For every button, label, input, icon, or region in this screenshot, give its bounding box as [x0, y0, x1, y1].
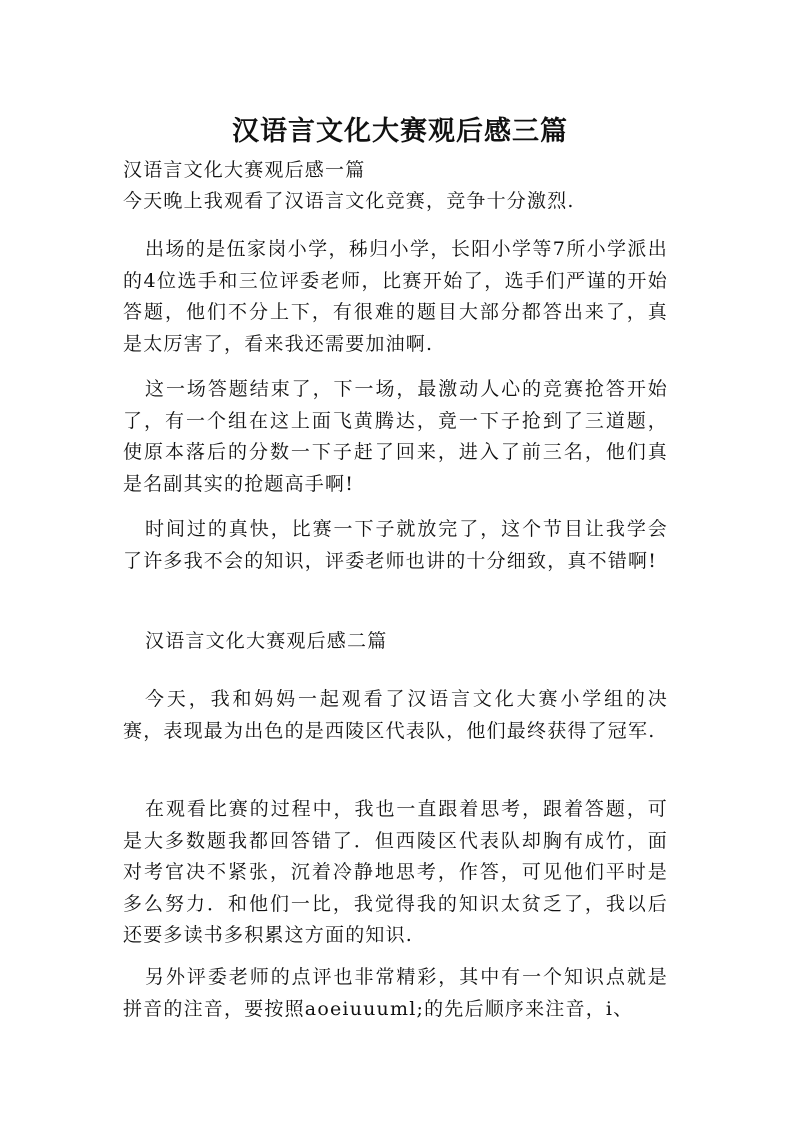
section-heading-2: 汉语言文化大赛观后感二篇	[145, 630, 388, 652]
paragraph-3: 时间过的真快，比赛一下子就放完了，这个节目让我学会了许多我不会的知识，评委老师也讲的十分细致，真不错啊!	[123, 518, 668, 572]
paragraph-4: 今天，我和妈妈一起观看了汉语言文化大赛小学组的决赛，表现最为出色的是西陵区代表队，他们最终获得了冠军.	[123, 688, 668, 742]
document-title: 汉语言文化大赛观后感三篇	[232, 116, 568, 147]
paragraph-1: 出场的是伍家岗小学，秭归小学，长阳小学等7所小学派出的4位选手和三位评委老师，比赛开始了，选手们严谨的开始答题，他们不分上下，有很难的题目大部分都答出来了，真是太厉害了，看来我还需要加油啊.	[123, 238, 668, 355]
section-heading-1: 汉语言文化大赛观后感一篇	[123, 159, 366, 181]
paragraph-6: 另外评委老师的点评也非常精彩，其中有一个知识点就是拼音的注音，要按照aoeiuuuml;的先后顺序来注音，i、	[123, 966, 668, 1020]
paragraph-2: 这一场答题结束了，下一场，最激动人心的竞赛抢答开始了，有一个组在这上面飞黄腾达，竟一下子抢到了三道题，使原本落后的分数一下子赶了回来，进入了前三名，他们真是名副其实的抢题高手啊!	[123, 378, 668, 495]
paragraph-5: 在观看比赛的过程中，我也一直跟着思考，跟着答题，可是大多数题我都回答错了．但西陵区代表队却胸有成竹，面对考官决不紧张，沉着冷静地思考，作答，可见他们平时是多么努力．和他们一比，我觉得我的知识太贫乏了，我以后还要多读书多积累这方面的知识.	[123, 798, 668, 946]
paragraph-intro: 今天晚上我观看了汉语言文化竞赛，竞争十分激烈.	[123, 190, 575, 212]
